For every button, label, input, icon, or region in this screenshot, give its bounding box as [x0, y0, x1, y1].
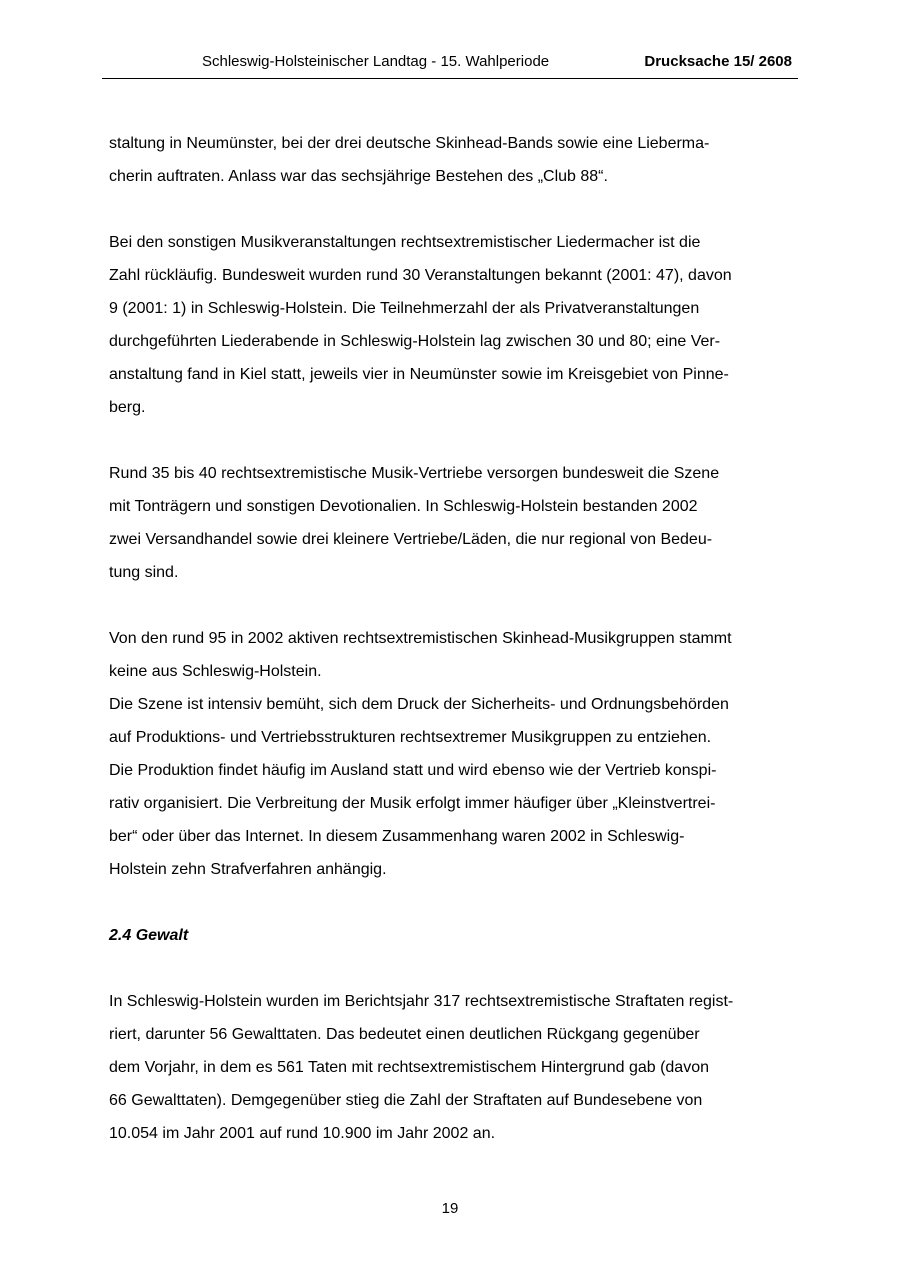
page-body	[109, 127, 799, 1150]
text-line: riert, darunter 56 Gewalttaten. Das bedeutet einen deutlichen Rückgang gegenüber	[109, 1026, 700, 1043]
paragraph-3	[109, 457, 799, 589]
text-line: cherin auftraten. Anlass war das sechsjährige Bestehen des „Club 88“.	[109, 168, 608, 185]
header-title: Schleswig-Holsteinischer Landtag - 15. Wahlperiode	[202, 53, 550, 70]
text-line: rativ organisiert. Die Verbreitung der Musik erfolgt immer häufiger über „Kleinstvertrei-	[109, 795, 716, 812]
paragraph-gap	[109, 886, 799, 919]
paragraph-2	[109, 226, 799, 424]
text-line: staltung in Neumünster, bei der drei deutsche Skinhead-Bands sowie eine Lieberma-	[109, 135, 710, 152]
text-line: tung sind.	[109, 564, 179, 581]
section-heading: 2.4 Gewalt	[109, 927, 189, 944]
text-line: 10.054 im Jahr 2001 auf rund 10.900 im Jahr 2002 an.	[109, 1125, 496, 1142]
text-line: Bei den sonstigen Musikveranstaltungen rechtsextremistischer Liedermacher ist die	[109, 234, 701, 251]
text-line: In Schleswig-Holstein wurden im Berichtsjahr 317 rechtsextremistische Straftaten regist-	[109, 993, 734, 1010]
text-line: Zahl rückläufig. Bundesweit wurden rund 30 Veranstaltungen bekannt (2001: 47), davon	[109, 267, 732, 284]
text-line: Die Szene ist intensiv bemüht, sich dem Druck der Sicherheits- und Ordnungsbehörden	[109, 696, 729, 713]
text-line: keine aus Schleswig-Holstein.	[109, 663, 322, 680]
text-line: durchgeführten Liederabende in Schleswig-Holstein lag zwischen 30 und 80; eine Ver-	[109, 333, 721, 350]
paragraph-4	[109, 622, 799, 886]
document-number: Drucksache 15/ 2608	[644, 53, 792, 70]
text-line: mit Tonträgern und sonstigen Devotionalien. In Schleswig-Holstein bestanden 2002	[109, 498, 698, 515]
text-line: 66 Gewalttaten). Demgegenüber stieg die Zahl der Straftaten auf Bundesebene von	[109, 1092, 703, 1109]
text-line: dem Vorjahr, in dem es 561 Taten mit rechtsextremistischem Hintergrund gab (davon	[109, 1059, 709, 1076]
text-line: berg.	[109, 399, 146, 416]
text-line: Die Produktion findet häufig im Ausland statt und wird ebenso wie der Vertrieb konspi-	[109, 762, 717, 779]
section-paragraph	[109, 985, 799, 1150]
paragraph-gap	[109, 952, 799, 985]
page-number: 19	[441, 1200, 459, 1217]
paragraph-gap	[109, 424, 799, 457]
page-header	[102, 52, 798, 79]
text-line: Von den rund 95 in 2002 aktiven rechtsextremistischen Skinhead-Musikgruppen stammt	[109, 630, 732, 647]
paragraph-gap	[109, 589, 799, 622]
text-line: Rund 35 bis 40 rechtsextremistische Musik-Vertriebe versorgen bundesweit die Szene	[109, 465, 720, 482]
text-line: zwei Versandhandel sowie drei kleinere Vertriebe/Läden, die nur regional von Bedeu-	[109, 531, 713, 548]
text-line: ber“ oder über das Internet. In diesem Zusammenhang waren 2002 in Schleswig-	[109, 828, 685, 845]
text-line: auf Produktions- und Vertriebsstrukturen rechtsextremer Musikgruppen zu entziehen.	[109, 729, 712, 746]
paragraph-1	[109, 127, 799, 193]
text-line: anstaltung fand in Kiel statt, jeweils vier in Neumünster sowie im Kreisgebiet von Pinne-	[109, 366, 729, 383]
paragraph-gap	[109, 193, 799, 226]
text-line: Holstein zehn Strafverfahren anhängig.	[109, 861, 387, 878]
text-line: 9 (2001: 1) in Schleswig-Holstein. Die Teilnehmerzahl der als Privatveranstaltungen	[109, 300, 700, 317]
